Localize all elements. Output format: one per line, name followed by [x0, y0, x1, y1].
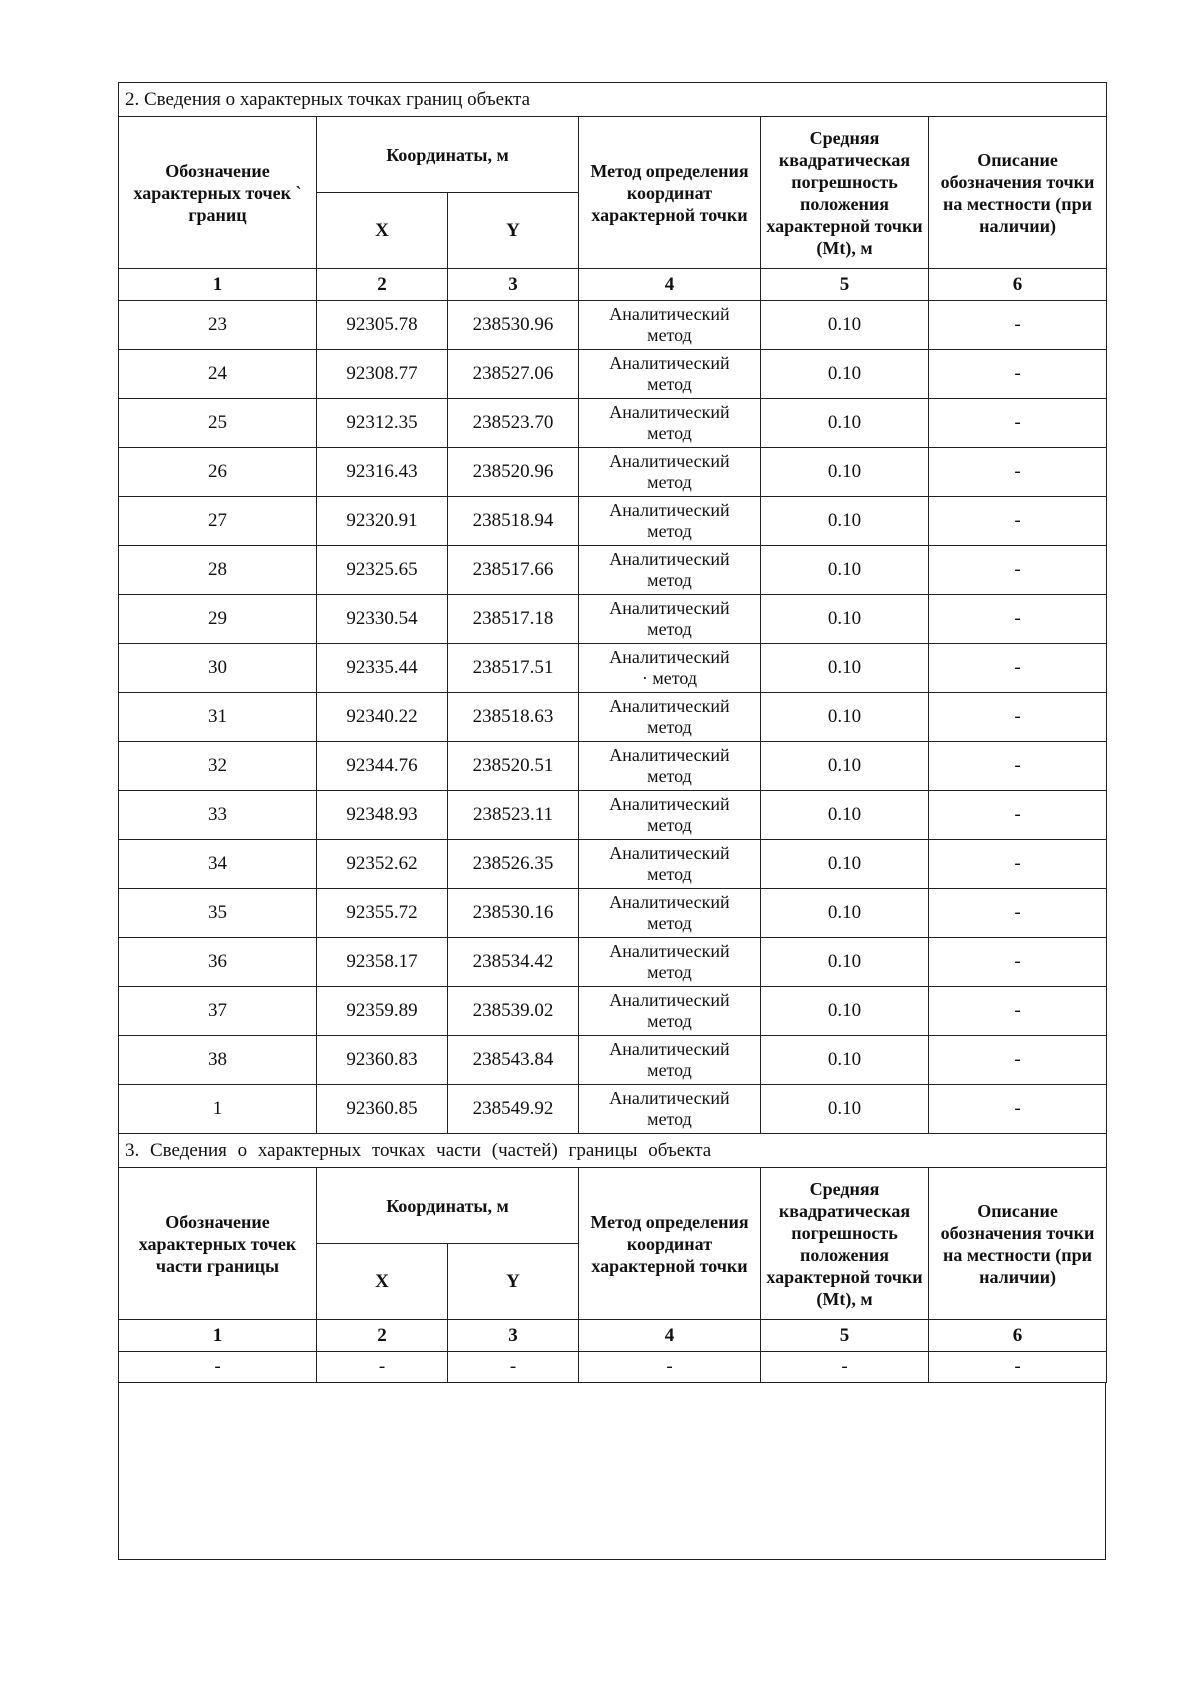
- section-3-title: 3. Сведения о характерных точках части (частей) границы объекта: [119, 1134, 1107, 1168]
- method-line-2: метод: [647, 619, 692, 639]
- point-number: 30: [119, 644, 317, 693]
- method-line-2: метод: [647, 1011, 692, 1031]
- table-row: [119, 1036, 1107, 1085]
- method: [579, 399, 761, 448]
- method-line-1: Аналитический: [609, 1039, 730, 1059]
- method-line-2: метод: [647, 717, 692, 737]
- point-description: -: [929, 742, 1107, 791]
- x-coordinate: 92305.78: [317, 301, 448, 350]
- point-description: -: [929, 546, 1107, 595]
- y-coordinate: 238526.35: [448, 840, 579, 889]
- header-method: Метод определения координат характерной точки: [579, 1168, 761, 1320]
- blank-area: [118, 1383, 1106, 1560]
- y-coordinate: 238543.84: [448, 1036, 579, 1085]
- point-description: -: [929, 791, 1107, 840]
- y-coordinate: 238549.92: [448, 1085, 579, 1134]
- x-coordinate: 92352.62: [317, 840, 448, 889]
- error-value: 0.10: [761, 350, 929, 399]
- method: [579, 595, 761, 644]
- method-line-1: Аналитический: [609, 941, 730, 961]
- table-row: [119, 644, 1107, 693]
- method-line-2: метод: [647, 570, 692, 590]
- method: [579, 791, 761, 840]
- point-number: 29: [119, 595, 317, 644]
- point-number: 33: [119, 791, 317, 840]
- point-number: 38: [119, 1036, 317, 1085]
- header-error: Средняя квадратическая погрешность положения характерной точки (Mt), м: [761, 117, 929, 269]
- point-description: -: [929, 1036, 1107, 1085]
- x-coordinate: 92344.76: [317, 742, 448, 791]
- point-number: 28: [119, 546, 317, 595]
- column-number: 6: [929, 269, 1107, 301]
- table-row: [119, 497, 1107, 546]
- point-description: -: [929, 938, 1107, 987]
- table-row: [119, 399, 1107, 448]
- point-number: 35: [119, 889, 317, 938]
- method-line-1: Аналитический: [609, 304, 730, 324]
- method-line-2: метод: [647, 864, 692, 884]
- table-row: [119, 938, 1107, 987]
- method: [579, 693, 761, 742]
- method-line-1: Аналитический: [609, 990, 730, 1010]
- header-y: Y: [448, 1244, 579, 1320]
- point-description: -: [929, 399, 1107, 448]
- error-value: 0.10: [761, 791, 929, 840]
- document-sheet: [118, 82, 1106, 1560]
- method-line-1: Аналитический: [609, 549, 730, 569]
- method-line-2: метод: [647, 815, 692, 835]
- table-row: [119, 448, 1107, 497]
- point-number: 31: [119, 693, 317, 742]
- header-coordinates: Координаты, м: [317, 1168, 579, 1244]
- x-coordinate: 92360.85: [317, 1085, 448, 1134]
- point-description: -: [929, 301, 1107, 350]
- method: [579, 1036, 761, 1085]
- method-line-1: Аналитический: [609, 843, 730, 863]
- method-line-1: Аналитический: [609, 598, 730, 618]
- point-number: 1: [119, 1085, 317, 1134]
- error-value: 0.10: [761, 840, 929, 889]
- method-line-1: Аналитический: [609, 451, 730, 471]
- column-number: 3: [448, 1320, 579, 1352]
- x-coordinate: 92360.83: [317, 1036, 448, 1085]
- y-coordinate: 238520.51: [448, 742, 579, 791]
- column-number: 1: [119, 1320, 317, 1352]
- method: [579, 546, 761, 595]
- method: [579, 987, 761, 1036]
- method-line-2: метод: [647, 472, 692, 492]
- method-line-2: · метод: [641, 668, 698, 688]
- method-line-2: метод: [647, 1060, 692, 1080]
- header-description: Описание обозначения точки на местности (при наличии): [929, 117, 1107, 269]
- column-number: 5: [761, 269, 929, 301]
- x-coordinate: 92320.91: [317, 497, 448, 546]
- error-value: 0.10: [761, 595, 929, 644]
- x-coordinate: 92325.65: [317, 546, 448, 595]
- method-line-1: Аналитический: [609, 402, 730, 422]
- table-row: [119, 742, 1107, 791]
- x-coordinate: 92316.43: [317, 448, 448, 497]
- header-x: X: [317, 1244, 448, 1320]
- table-row: [119, 987, 1107, 1036]
- y-coordinate: 238518.94: [448, 497, 579, 546]
- method-line-2: метод: [647, 325, 692, 345]
- method: [579, 497, 761, 546]
- x-coordinate: 92359.89: [317, 987, 448, 1036]
- table-row: [119, 595, 1107, 644]
- method-line-2: метод: [647, 962, 692, 982]
- point-number: 23: [119, 301, 317, 350]
- y-coordinate: 238517.51: [448, 644, 579, 693]
- table-row: [119, 350, 1107, 399]
- point-number: 24: [119, 350, 317, 399]
- table-row: [119, 693, 1107, 742]
- table-row: [119, 889, 1107, 938]
- column-number: 6: [929, 1320, 1107, 1352]
- column-number: 2: [317, 1320, 448, 1352]
- point-number: 27: [119, 497, 317, 546]
- header-designation: Обозначение характерных точек ` границ: [119, 117, 317, 269]
- point-description: -: [929, 987, 1107, 1036]
- method-line-2: метод: [647, 423, 692, 443]
- boundary-points-table: [118, 82, 1107, 1134]
- x-coordinate: 92330.54: [317, 595, 448, 644]
- point-description: -: [929, 497, 1107, 546]
- point-description: -: [929, 448, 1107, 497]
- error-value: 0.10: [761, 938, 929, 987]
- error-value: 0.10: [761, 742, 929, 791]
- header-description: Описание обозначения точки на местности (при наличии): [929, 1168, 1107, 1320]
- error-value: 0.10: [761, 1036, 929, 1085]
- error-value: 0.10: [761, 889, 929, 938]
- y-coordinate: 238517.66: [448, 546, 579, 595]
- empty-value: -: [119, 1352, 317, 1383]
- error-value: 0.10: [761, 693, 929, 742]
- table-row: [119, 1085, 1107, 1134]
- method-line-1: Аналитический: [609, 647, 730, 667]
- point-description: -: [929, 595, 1107, 644]
- y-coordinate: 238539.02: [448, 987, 579, 1036]
- x-coordinate: 92340.22: [317, 693, 448, 742]
- point-number: 37: [119, 987, 317, 1036]
- method: [579, 840, 761, 889]
- point-description: -: [929, 693, 1107, 742]
- method: [579, 644, 761, 693]
- column-number: 5: [761, 1320, 929, 1352]
- y-coordinate: 238527.06: [448, 350, 579, 399]
- method-line-2: метод: [647, 1109, 692, 1129]
- empty-value: -: [761, 1352, 929, 1383]
- column-number: 3: [448, 269, 579, 301]
- header-error: Средняя квадратическая погрешность положения характерной точки (Mt), м: [761, 1168, 929, 1320]
- point-number: 26: [119, 448, 317, 497]
- y-coordinate: 238517.18: [448, 595, 579, 644]
- x-coordinate: 92355.72: [317, 889, 448, 938]
- method-line-2: метод: [647, 913, 692, 933]
- y-coordinate: 238530.16: [448, 889, 579, 938]
- x-coordinate: 92335.44: [317, 644, 448, 693]
- point-description: -: [929, 644, 1107, 693]
- method-line-1: Аналитический: [609, 696, 730, 716]
- table-row: [119, 301, 1107, 350]
- point-description: -: [929, 889, 1107, 938]
- method-line-2: метод: [647, 374, 692, 394]
- point-description: -: [929, 840, 1107, 889]
- method-line-1: Аналитический: [609, 892, 730, 912]
- error-value: 0.10: [761, 497, 929, 546]
- table-row: [119, 546, 1107, 595]
- section-2-title: 2. Сведения о характерных точках границ объекта: [119, 83, 1107, 117]
- point-number: 36: [119, 938, 317, 987]
- error-value: 0.10: [761, 301, 929, 350]
- method-line-1: Аналитический: [609, 745, 730, 765]
- method-line-1: Аналитический: [609, 794, 730, 814]
- error-value: 0.10: [761, 399, 929, 448]
- header-x: X: [317, 193, 448, 269]
- column-number: 2: [317, 269, 448, 301]
- error-value: 0.10: [761, 644, 929, 693]
- method: [579, 742, 761, 791]
- method: [579, 301, 761, 350]
- y-coordinate: 238523.11: [448, 791, 579, 840]
- column-number: 1: [119, 269, 317, 301]
- part-boundary-points-table: [118, 1134, 1107, 1383]
- x-coordinate: 92348.93: [317, 791, 448, 840]
- header-designation: Обозначение характерных точек части границы: [119, 1168, 317, 1320]
- y-coordinate: 238534.42: [448, 938, 579, 987]
- header-y: Y: [448, 193, 579, 269]
- method: [579, 350, 761, 399]
- error-value: 0.10: [761, 448, 929, 497]
- point-description: -: [929, 1085, 1107, 1134]
- method-line-1: Аналитический: [609, 353, 730, 373]
- method: [579, 938, 761, 987]
- y-coordinate: 238518.63: [448, 693, 579, 742]
- method: [579, 889, 761, 938]
- error-value: 0.10: [761, 1085, 929, 1134]
- method: [579, 1085, 761, 1134]
- point-number: 32: [119, 742, 317, 791]
- column-number: 4: [579, 269, 761, 301]
- x-coordinate: 92312.35: [317, 399, 448, 448]
- method: [579, 448, 761, 497]
- table-row: [119, 791, 1107, 840]
- method-line-2: метод: [647, 766, 692, 786]
- y-coordinate: 238523.70: [448, 399, 579, 448]
- table-row: [119, 840, 1107, 889]
- x-coordinate: 92358.17: [317, 938, 448, 987]
- header-method: Метод определения координат характерной точки: [579, 117, 761, 269]
- empty-value: -: [317, 1352, 448, 1383]
- empty-value: -: [579, 1352, 761, 1383]
- point-description: -: [929, 350, 1107, 399]
- error-value: 0.10: [761, 546, 929, 595]
- method-line-1: Аналитический: [609, 500, 730, 520]
- method-line-1: Аналитический: [609, 1088, 730, 1108]
- method-line-2: метод: [647, 521, 692, 541]
- error-value: 0.10: [761, 987, 929, 1036]
- x-coordinate: 92308.77: [317, 350, 448, 399]
- empty-value: -: [448, 1352, 579, 1383]
- column-number: 4: [579, 1320, 761, 1352]
- empty-value: -: [929, 1352, 1107, 1383]
- header-coordinates: Координаты, м: [317, 117, 579, 193]
- point-number: 25: [119, 399, 317, 448]
- point-number: 34: [119, 840, 317, 889]
- y-coordinate: 238520.96: [448, 448, 579, 497]
- y-coordinate: 238530.96: [448, 301, 579, 350]
